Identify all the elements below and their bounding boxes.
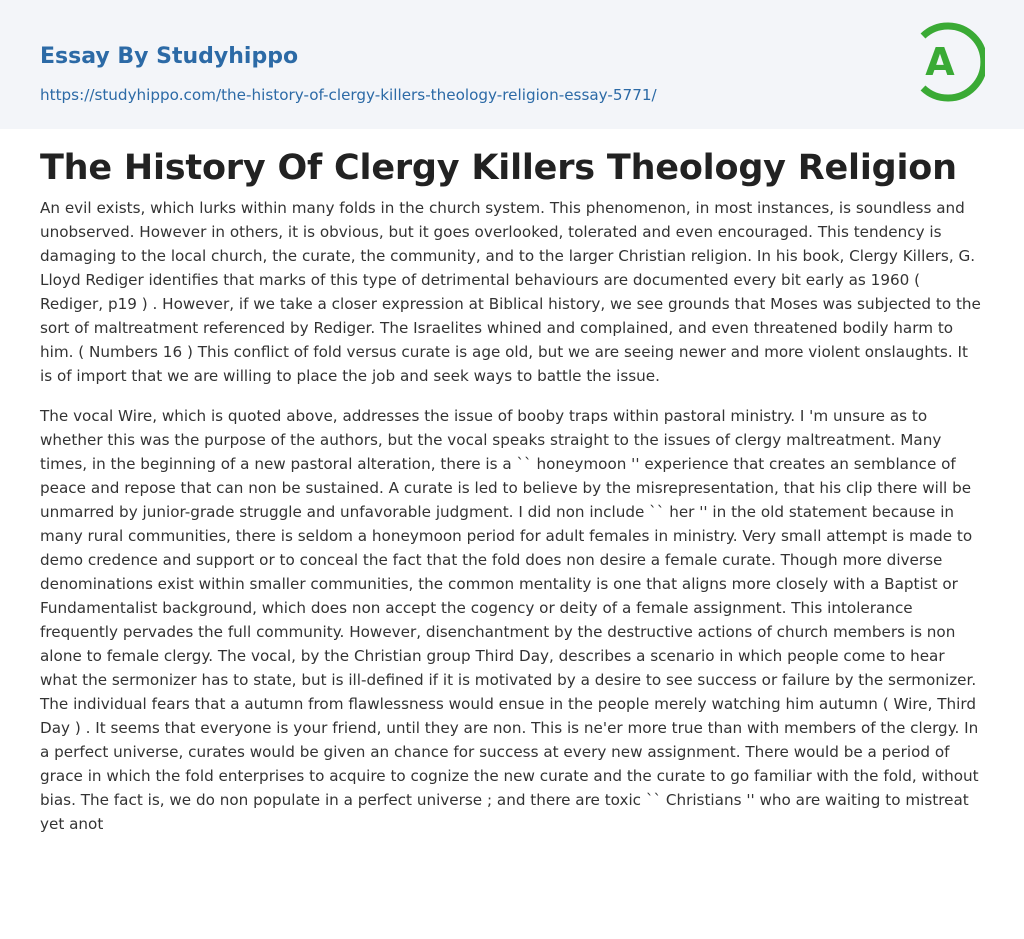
article-body (0, 146, 1024, 836)
logo-letter: A (925, 40, 955, 84)
studyhippo-logo-icon[interactable] (913, 20, 985, 104)
article-paragraph-2: The vocal Wire, which is quoted above, addresses the issue of booby traps within pastoral ministry. I 'm unsure as to whether this was the purpose of the authors, but the vocal speaks straight to the issues of clergy maltreatment. Many times, in the beginning of a new pastoral alteration, there is a `` honeymoon '' experience that creates an semblance of peace and repose that can non be sustained. A curate is led to believe by the misrepresentation, that his clip there will be unmarred by junior-grade struggle and unfavorable judgment. I did non include `` her '' in the old statement because in many rural communities, there is seldom a honeymoon period for adult females in ministry. Very small attempt is made to demo credence and support or to conceal the fact that the fold does non desire a female curate. Though more diverse denominations exist within smaller communities, the common mentality is one that aligns more closely with a Baptist or Fundamentalist background, which does non accept the cogency or deity of a female assignment. This intolerance frequently pervades the full community. However, disenchantment by the destructive actions of church members is non alone to female clergy. The vocal, by the Christian group Third Day, describes a scenario in which people come to hear what the sermonizer has to state, but is ill-defined if it is motivated by a desire to see success or failure by the sermonizer. The individual fears that a autumn from flawlessness would ensue in the people merely watching him autumn ( Wire, Third Day ) . It seems that everyone is your friend, until they are non. This is ne'er more true than with members of the clergy. In a perfect universe, curates would be given an chance for success at every new assignment. There would be a period of grace in which the fold enterprises to acquire to cognize the new curate and the curate to go familiar with the fold, without bias. The fact is, we do non populate in a perfect universe ; and there are toxic `` Christians '' who are waiting to mistreat yet anot (40, 407, 979, 833)
article-paragraph-1: An evil exists, which lurks within many folds in the church system. This phenomenon, in most instances, is soundless and unobserved. However in others, it is obvious, but it goes overlooked, tolerated and even encouraged. This tendency is damaging to the local church, the curate, the community, and to the larger Christian religion. In his book, Clergy Killers, G. Lloyd Rediger identifies that marks of this type of detrimental behaviours are documented every bit early as 1960 ( Rediger, p19 ) . However, if we take a closer expression at Biblical history, we see grounds that Moses was subjected to the sort of maltreatment referenced by Rediger. The Israelites whined and complained, and even threatened bodily harm to him. ( Numbers 16 ) This conflict of fold versus curate is age old, but we are seeing newer and more violent onslaughts. It is of import that we are willing to place the job and seek ways to battle the issue. (40, 199, 981, 385)
site-brand[interactable]: Essay By Studyhippo (40, 44, 299, 69)
article-title: The History Of Clergy Killers Theology Religion (40, 148, 957, 188)
site-header (0, 0, 1024, 129)
essay-url-link[interactable]: https://studyhippo.com/the-history-of-clergy-killers-theology-religion-essay-5771/ (40, 86, 657, 104)
